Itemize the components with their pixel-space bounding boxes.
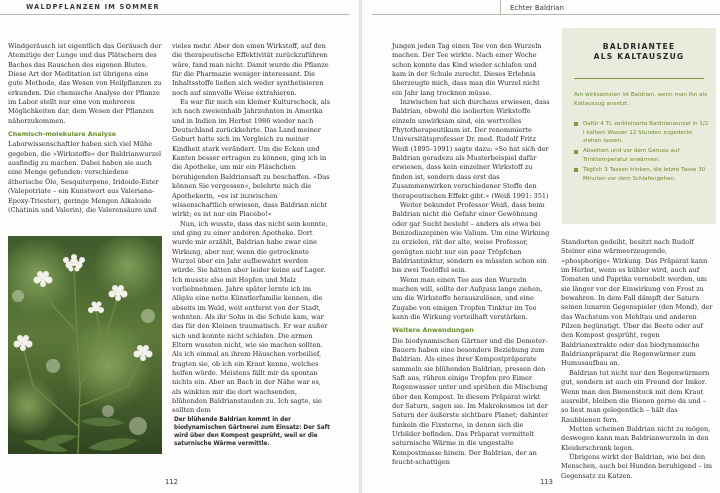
list-item [574, 147, 710, 164]
running-header-left-text: WALDPFLANZEN IM SOMMER [26, 3, 160, 11]
info-box-title-line2: ALS KALTAUSZUG [593, 52, 685, 61]
list-item [574, 166, 710, 183]
square-bullet-icon [574, 122, 578, 126]
paragraph: Weiter bekundet Professor Weiß, dass beim Baldrian nicht die Gefahr einer Gewöhnung oder gar Sucht besteht – anders als etwa bei Benzodiazepinen wie Valium. Um eine Wirkung zu erzielen, rät der alte, weise Professor, genügten nicht nur ein paar Tröpfchen Baldriantinktur, sondern es müssten schon ein bis zwei Teelöffel sein. [392, 200, 550, 275]
paragraph: Übrigens wirkt der Baldrian, wie bei den Menschen, auch bei Hunden beruhigend – im Gegensatz zu Katzen. [561, 452, 713, 480]
page-number-left: 112 [165, 478, 178, 486]
list-item [574, 120, 710, 146]
paragraph: Motten scheinen Baldrian nicht zu mögen, deswegen kann man Baldrianwurzeln in den Kleiderschrank legen. [561, 424, 711, 452]
info-box-baldriantee [562, 28, 716, 224]
book-gutter [359, 0, 362, 493]
paragraph: Inzwischen hat sich durchaus erwiesen, dass Baldrian, obwohl die isolierten Wirkstoffe einzeln unwirksam sind, ein wertvolles Phytotherapeutikum ist. Der renommierte Universitätsprofessor Dr. med. Rudolf Fritz Weiß (1895–1991) sagte dazu: »So hat sich der Baldrian geradezu als Musterbeispiel dafür erwiesen, dass kein einzelner Wirkstoff zu finden ist, sondern dass erst das Zusammenwirken verschiedener Stoffe den therapeutischen Effekt gibt.« (Weiß 1991: 351) [392, 98, 550, 200]
paragraph: Jungen jeden Tag einen Tee von den Wurzeln machen. Der Tee wirkte. Nach einer Woche schon konnte das Kind wieder schlafen und kam in der Schule zurecht. Dieses Erlebnis überzeugte mich, dass man die Wurzel nicht ein Jahr lang trocknen müsse. [392, 42, 542, 97]
header-rule-left [0, 14, 350, 15]
info-box-list [574, 120, 710, 185]
info-box-title [562, 42, 716, 62]
list-item-text: Dafür 4 TL zerkleinerte Baldrianwurzel in 1/2 l kaltem Wasser 12 Stunden zugedeckt ziehen lassen. [583, 121, 709, 145]
header-separator [500, 0, 501, 14]
valerian-photo [8, 236, 162, 454]
photo-caption: Der blühende Baldrian kommt in der biodynamischen Gärtnerei zum Einsatz: Der Saft wird über den Kompost gesprüht, weil er die saturnische Wärme vermittle. [174, 417, 330, 447]
paragraph: Laborwissenschaftler haben sich viel Mühe gegeben, die »Wirkstoffe« der Baldrianwurzel ausfindig zu machen. Dabei haben sie auch eine Menge gefunden: verschiedene ätherische Öle, Sesquiterpene, Iridoide-Ester (Valepotriate – ein Kunstwort aus Valeriana-Epoxy-Triester), geringe Mengen Alkaloide (Chatinin und Valerin), die Valerensäure und [8, 140, 162, 214]
section-heading-chemisch: Chemisch-molekulare Analyse [8, 130, 117, 139]
paragraph: Baldrian tut nicht nur den Regenwürmern gut, sondern ist auch ein Freund der Imker. Wenn man den Bienenstock mit dem Kraut ausreibt, bleiben die Bienen gerne da und – so liest man gelegentlich – hält das Raubbienen fern. [561, 368, 710, 424]
valerian-flower-illustration [8, 236, 162, 454]
paragraph: Windgeräusch ist eigentlich das Geräusch der Atemzüge der Lunge und das Plätschern des Baches das Rauschen des eigenen Blutes. Diese Art der Meditation ist übrigens eine gute Methode, das Wesen von Heilpflanzen zu erkunden. Die chemische Analyse der Pflanze im Labor stellt nur eine von mehreren Möglichkeiten dar, dem Wesen der Pflanzen näherzukommen. [8, 42, 162, 125]
info-box-title-line1: BALDRIANTEE [602, 42, 676, 51]
square-bullet-icon [574, 168, 578, 172]
info-box-lead: Am wirksamsten ist Baldrian, wenn man ihn als Kaltauszug ansetzt. [574, 92, 707, 107]
right-page-column-1 [392, 42, 550, 467]
list-item-text: Abseihen und vor dem Genuss auf Trinktemperatur erwärmen. [583, 148, 680, 163]
paragraph: Standorten gedeiht, besitzt nach Rudolf Steiner eine wärmeerzeugende, »phosphorige« Wirkung. Das Präparat kann im Herbst, wenn es kühler wird, auch auf Tomaten und Paprika vernebelt werden, um sie länger vor der Einwirkung von Frost zu bewahren. In dem Fall dämpft der Saturn seinen lunaren Gegenspieler (den Mond), der das Wachstum von Mehltau und anderen Pilzen begünstigt. Über die Beete oder auf den Kompost gesprüht, regen Baldrianextrakte oder das biodynamische Baldrianpräparat die Regenwürmer zum Humusaufbau an. [561, 238, 713, 368]
page-number-right: 113 [540, 478, 553, 486]
right-page-column-2 [561, 238, 715, 481]
left-page-column-2 [172, 42, 332, 416]
section-heading-anwendungen: Weitere Anwendungen [392, 326, 474, 335]
paragraph: Nun, ich wusste, dass das nicht sein konnte, und ging zu einer anderen Apotheke. Dort wurde mir erzählt, Baldrian habe zwar eine Wirkung, aber nur, wenn die getrocknete Wurzel über ein Jahr aufbewahrt werden würde. Sie hätten aber leider keine auf Lager. Ich musste also mit Hopfen und Malz vorliebnehmen. Jahre später lernte ich im Allgäu eine nette Künstlerfamilie kennen, die abseits im Wald, weit entfernt von der Stadt, wohnten. Als ihr Sohn in die Schule kam, war das für den Kleinen traumatisch. Er war außer sich und konnte nicht schlafen. Die armen Eltern wussten nicht, wie sie machen sollten. Als ich einmal an ihrem Häuschen vorbeilief, fragten sie, ob ich ein Kraut kenne, welches helfen würde. Meistens fällt mir da spontan nichts ein. Aber an Bach in der Nähe war es, als winkten mir die dort wachsenden, blühenden Baldrianstauden zu. Ich sagte, sie sollten dem [172, 219, 328, 415]
paragraph: Wenn man einen Tee aus den Wurzeln machen will, sollte der Aufguss lange ziehen, um die Wirkstoffe herauszulösen, und eine Zugabe von einigen Tropfen Tinktur im Tee kann die Wirkung vorteilhaft verstärken. [392, 275, 543, 321]
left-page-column-1 [8, 42, 164, 215]
square-bullet-icon [574, 150, 578, 154]
running-header-right [510, 4, 710, 18]
info-box-divider [574, 78, 704, 79]
paragraph: vieles mehr. Aber den einen Wirkstoff, auf den die therapeutische Effektivität zurückzuführen wäre, fand man nicht. Damit wurde die Pflanze für die Pharmazie weniger interessant. Die Inhaltsstoffe ließen sich weder synthetisieren noch auf sinnvolle Weise extrahieren. [172, 42, 329, 97]
list-item-text: Täglich 3 Tassen trinken, die letzte Tasse 30 Minuten vor dem Schlafengehen. [583, 166, 706, 182]
paragraph: Die biodynamischen Gärtner und die Demeter-Bauern haben eine besondere Beziehung zum Baldrian. Als eines ihrer Kompostpräparate sammeln sie blühenden Baldrian, pressen den Saft aus, rühren einige Tropfen pro Eimer Regenwasser unter und sprühen die Mischung über den Kompost. In diesem Präparat wirkt der Saturn, sagen sie. Im Makrokosmos ist der Saturn der äußerste sichtbare Planet; dahinter funkeln die Fixsterne, in denen sich die Urbilder befinden. Das Präparat vermittelt saturnische Wärme in die ungestalte Kompostmasse hinein. Der Baldrian, der an feucht-schattigen [392, 336, 549, 467]
header-rule-right [372, 14, 720, 15]
running-header-right-text: Echter Baldrian [510, 4, 564, 12]
paragraph: Es war für mich ein kleiner Kulturschock, als ich nach zweieinhalb Jahrzehnten in Amerika und in Indien im Herbst 1986 wieder nach Deutschland zurückkehrte. Das Land meiner Geburt hatte sich im Vergleich zu meiner Kindheit stark verändert. Um die Ecken und Kanten besser ertragen zu können, ging ich in die Apotheke, um mir ein Fläschchen beruhigenden Baldriansaft zu beschaffen. »Das können Sie vergessen«, belehrte mich die Apothekerin, »es ist inzwischen wissenschaftlich erwiesen, dass Baldrian nicht wirkt; es ist nur ein Placebo!« [172, 98, 331, 219]
